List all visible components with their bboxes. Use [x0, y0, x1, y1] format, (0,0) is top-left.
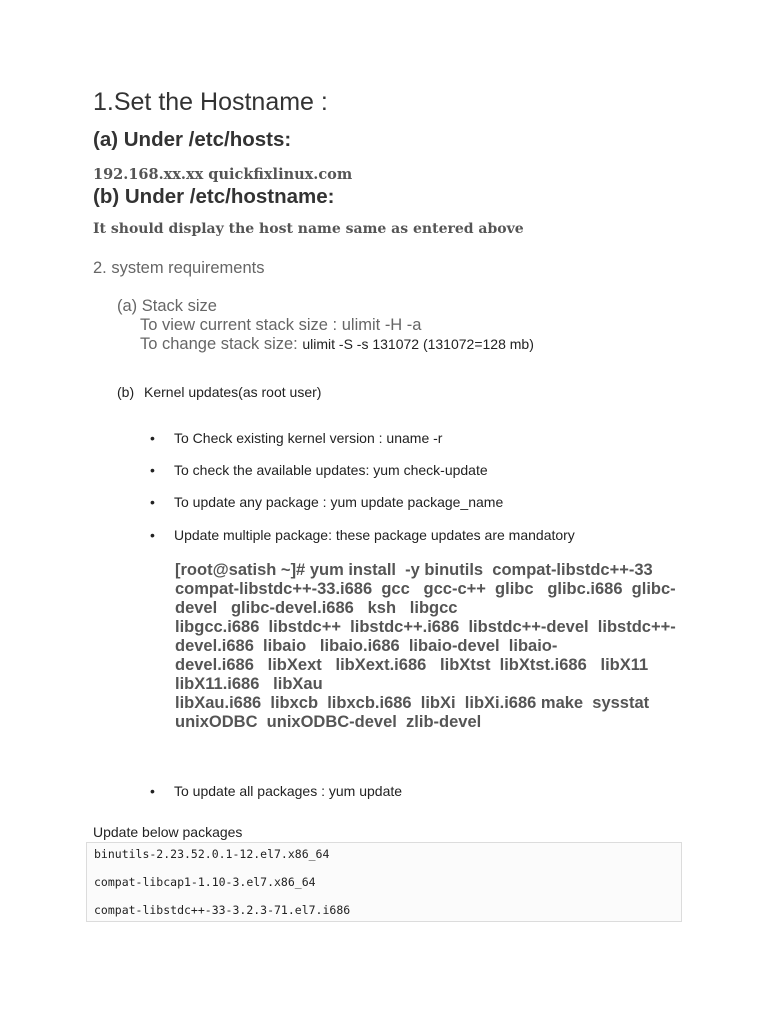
list-item: • To check the available updates: yum check-update — [150, 462, 488, 478]
page-title: 1.Set the Hostname : — [93, 88, 328, 116]
list-item: • To update all packages : yum update — [150, 783, 403, 799]
kernel-label: (b) — [117, 384, 135, 400]
stack-change-prefix: To change stack size: — [140, 335, 303, 353]
hosts-entry: 192.168.xx.xx quickfixlinux.com — [93, 166, 353, 183]
bullet-icon: • — [150, 783, 155, 799]
bullet-icon: • — [150, 494, 155, 510]
list-item: • To Check existing kernel version : uname -r — [150, 430, 443, 446]
packages-label: Update below packages — [93, 824, 243, 840]
list-item: • To update any package : yum update package_name — [150, 494, 504, 510]
yum-install-command: [root@satish ~]# yum install -y binutils compat-libstdc++-33 compat-libstdc++-33.i686 gcc gcc-c++ glibc glibc.i686 glibc-devel glibc-devel.i686 ksh libgcc libgcc.i686 libstdc++ libstdc++.i686 libstdc++-devel libstdc++-devel.i686 libaio libaio.i686 libaio-devel libaio- devel.i686 libXext libXext.i686 libXtst libXtst.i686 libX11 libX11.i686 libXau libXau.i686 libxcb libxcb.i686 libXi libXi.i686 make sysstat unixODBC unixODBC-devel zlib-devel — [175, 561, 676, 731]
package-item: binutils-2.23.52.0.1-12.el7.x86_64 — [94, 847, 330, 861]
stack-change-command: ulimit -S -s 131072 (131072=128 mb) — [302, 336, 534, 352]
bullet-icon: • — [150, 462, 155, 478]
stack-size-label: (a) Stack size — [117, 297, 217, 315]
bullet-icon: • — [150, 527, 155, 543]
stack-view-line: To view current stack size : ulimit -H -a — [140, 316, 422, 334]
hostname-heading: (b) Under /etc/hostname: — [93, 185, 335, 208]
packages-code-block — [86, 842, 682, 922]
hostname-note: It should display the host name same as entered above — [93, 221, 524, 237]
hosts-heading: (a) Under /etc/hosts: — [93, 128, 292, 151]
package-item: compat-libcap1-1.10-3.el7.x86_64 — [94, 875, 316, 889]
kernel-text: Kernel updates(as root user) — [144, 384, 322, 400]
stack-change-line — [140, 335, 534, 354]
package-item: compat-libstdc++-33-3.2.3-71.el7.i686 — [94, 903, 351, 917]
list-item: • Update multiple package: these package updates are mandatory — [150, 527, 575, 543]
bullet-icon: • — [150, 430, 155, 446]
system-requirements-heading: 2. system requirements — [93, 259, 265, 277]
